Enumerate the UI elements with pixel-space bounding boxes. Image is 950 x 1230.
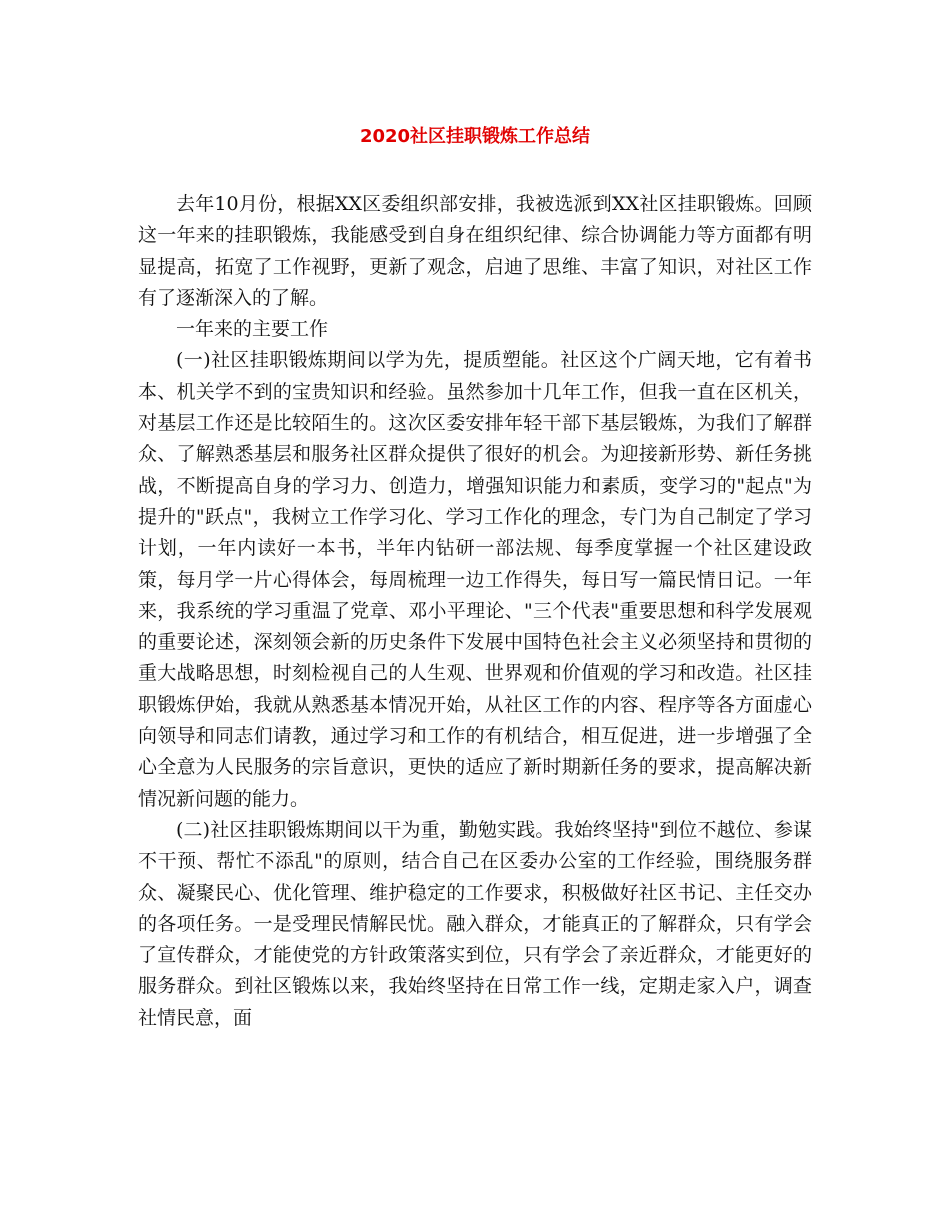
section-two-paragraph: (二)社区挂职锻炼期间以干为重，勤勉实践。我始终坚持"到位不越位、参谋不干预、帮忙不添乱"的原则，结合自己在区委办公室的工作经验，围绕服务群众、凝聚民心、优化管理、维护稳定的工作要求，积极做好社区书记、主任交办的各项任务。一是受理民情解民忧。融入群众，才能真正的了解群众，只有学会了宣传群众，才能使党的方针政策落实到位，只有学会了亲近群众，才能更好的服务群众。到社区锻炼以来，我始终坚持在日常工作一线，定期走家入户，调查社情民意，面 [138, 818, 812, 1029]
section-one-paragraph: (一)社区挂职锻炼期间以学为先，提质塑能。社区这个广阔天地，它有着书本、机关学不到的宝贵知识和经验。虽然参加十几年工作，但我一直在区机关，对基层工作还是比较陌生的。这次区委安排年轻干部下基层锻炼，为我们了解群众、了解熟悉基层和服务社区群众提供了很好的机会。为迎接新形势、新任务挑战，不断提高自身的学习力、创造力，增强知识能力和素质，变学习的"起点"为提升的"跃点"，我树立工作学习化、学习工作化的理念，专门为自己制定了学习计划，一年内读好一本书，半年内钻研一部法规、每季度掌握一个社区建设政策，每月学一片心得体会，每周梳理一边工作得失，每日写一篇民情日记。一年来，我系统的学习重温了党章、邓小平理论、"三个代表"重要思想和科学发展观的重要论述，深刻领会新的历史条件下发展中国特色社会主义必须坚持和贯彻的重大战略思想，时刻检视自己的人生观、世界观和价值观的学习和改造。社区挂职锻炼伊始，我就从熟悉基本情况开始，从社区工作的内容、程序等各方面虚心向领导和同志们请教，通过学习和工作的有机结合，相互促进，进一步增强了全心全意为人民服务的宗旨意识，更快的适应了新时期新任务的要求，提高解决新情况新问题的能力。 [138, 349, 812, 810]
document-title: 2020社区挂职锻炼工作总结 [359, 126, 591, 147]
document-body [138, 189, 812, 1034]
intro-paragraph: 去年10月份，根据XX区委组织部安排，我被选派到XX社区挂职锻炼。回顾这一年来的挂职锻炼，我能感受到自身在组织纪律、综合协调能力等方面都有明显提高，拓宽了工作视野，更新了观念，启迪了思维、丰富了知识，对社区工作有了逐渐深入的了解。 [138, 193, 812, 309]
section-heading: 一年来的主要工作 [176, 318, 329, 341]
